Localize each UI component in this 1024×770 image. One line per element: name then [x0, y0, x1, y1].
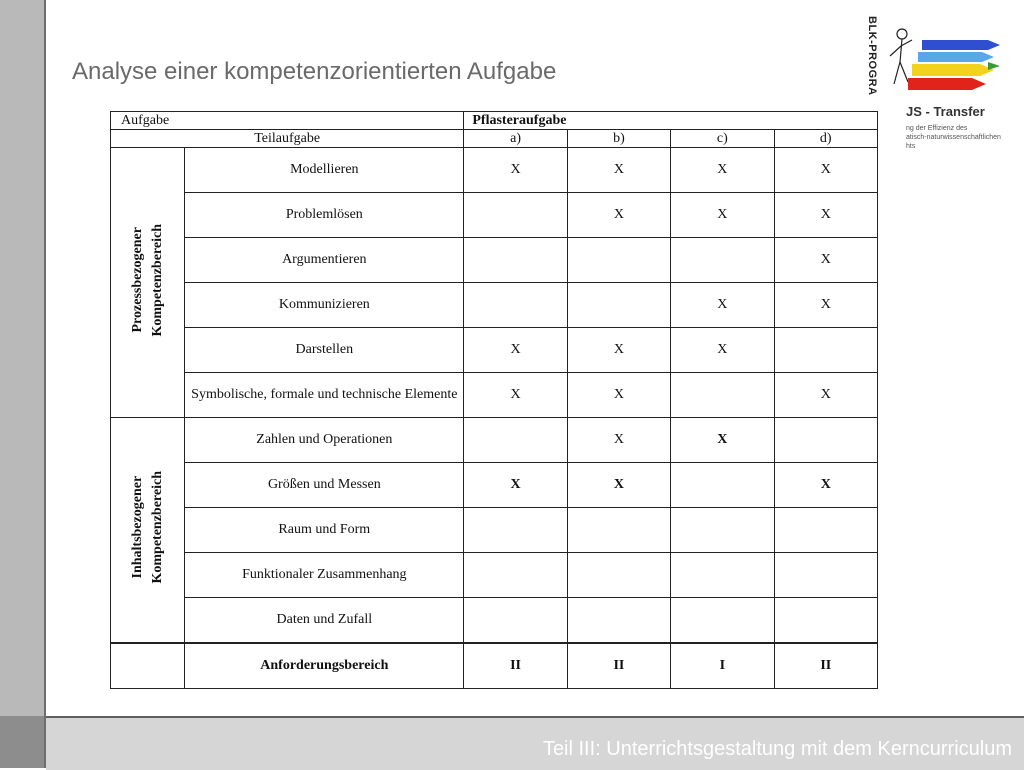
cell-mark: X [464, 328, 567, 373]
cell-mark [671, 238, 774, 283]
column-header-a: a) [464, 130, 567, 148]
cell-mark [774, 598, 877, 644]
cell-mark: X [567, 373, 670, 418]
slide-footer [46, 716, 1024, 770]
table-row-aufgabe [111, 112, 878, 130]
cell-mark: X [671, 148, 774, 193]
cell-mark: X [464, 373, 567, 418]
aufgabe-value: Pflasteraufgabe [464, 112, 878, 130]
cell-mark: X [671, 418, 774, 463]
row-label: Kommunizieren [185, 283, 464, 328]
cell-mark [774, 508, 877, 553]
cell-mark: X [567, 328, 670, 373]
cell-mark [567, 238, 670, 283]
group-label-inhaltsbezogen: Inhaltsbezogener Kompetenzbereich [111, 418, 185, 644]
cell-mark [464, 553, 567, 598]
column-header-d: d) [774, 130, 877, 148]
left-sidebar-strip-bottom [0, 716, 44, 768]
cell-mark [671, 463, 774, 508]
cell-mark [464, 283, 567, 328]
table-row-teilaufgabe [111, 130, 878, 148]
column-header-b: b) [567, 130, 670, 148]
cell-mark: X [671, 328, 774, 373]
footer-text: Teil III: Unterrichtsgestaltung mit dem Kerncurriculum [542, 738, 1012, 760]
row-label: Funktionaler Zusammenhang [185, 553, 464, 598]
table-row [111, 463, 878, 508]
cell-mark: X [567, 193, 670, 238]
cell-mark [774, 328, 877, 373]
table-row [111, 193, 878, 238]
left-sidebar-strip [0, 0, 44, 768]
cell-mark [774, 418, 877, 463]
cell-mark [671, 508, 774, 553]
cell-mark: X [774, 283, 877, 328]
row-label: Größen und Messen [185, 463, 464, 508]
group-label-prozessbezogen: Prozessbezogener Kompetenzbereich [111, 148, 185, 418]
logo-subtitle: ng der Effizienz des atisch-naturwissenschaftlichen hts [906, 125, 1001, 150]
table-row [111, 508, 878, 553]
table-row [111, 373, 878, 418]
cell-mark [464, 418, 567, 463]
table-row [111, 328, 878, 373]
table-row [111, 598, 878, 644]
anforderung-value: II [774, 643, 877, 689]
empty-cell [111, 643, 185, 689]
logo-vertical-text: BLK-PROGRA [866, 16, 878, 96]
logo-name: JS - Transfer [906, 104, 985, 119]
aufgabe-label: Aufgabe [111, 112, 464, 130]
cell-mark [567, 553, 670, 598]
cell-mark: X [774, 148, 877, 193]
cell-mark [464, 508, 567, 553]
cell-mark: X [464, 463, 567, 508]
row-label: Symbolische, formale und technische Elemente [185, 373, 464, 418]
cell-mark: X [774, 238, 877, 283]
row-label: Problemlösen [185, 193, 464, 238]
table-row [111, 418, 878, 463]
cell-mark: X [774, 373, 877, 418]
cell-mark [464, 193, 567, 238]
left-sidebar-divider [44, 0, 46, 768]
row-label: Darstellen [185, 328, 464, 373]
cell-mark: X [464, 148, 567, 193]
cell-mark: X [567, 148, 670, 193]
table-row-anforderungsbereich [111, 643, 878, 689]
competence-analysis-table [110, 111, 878, 689]
cell-mark [671, 553, 774, 598]
anforderung-label: Anforderungsbereich [185, 643, 464, 689]
row-label: Daten und Zufall [185, 598, 464, 644]
row-label: Zahlen und Operationen [185, 418, 464, 463]
row-label: Modellieren [185, 148, 464, 193]
anforderung-value: II [567, 643, 670, 689]
slide-title: Analyse einer kompetenzorientierten Aufgabe [72, 58, 557, 85]
teilaufgabe-label: Teilaufgabe [111, 130, 464, 148]
cell-mark [671, 598, 774, 644]
cell-mark: X [671, 283, 774, 328]
cell-mark [464, 238, 567, 283]
cell-mark: X [774, 463, 877, 508]
cell-mark [671, 373, 774, 418]
cell-mark [567, 283, 670, 328]
column-header-c: c) [671, 130, 774, 148]
cell-mark [567, 508, 670, 553]
cell-mark [774, 553, 877, 598]
anforderung-value: I [671, 643, 774, 689]
table-row [111, 238, 878, 283]
anforderung-value: II [464, 643, 567, 689]
row-label: Argumentieren [185, 238, 464, 283]
cell-mark: X [774, 193, 877, 238]
cell-mark: X [671, 193, 774, 238]
cell-mark [567, 598, 670, 644]
table-row [111, 148, 878, 193]
table-row [111, 283, 878, 328]
pencils-logo-icon [860, 10, 1020, 110]
cell-mark: X [567, 463, 670, 508]
cell-mark: X [567, 418, 670, 463]
row-label: Raum und Form [185, 508, 464, 553]
table-row [111, 553, 878, 598]
cell-mark [464, 598, 567, 644]
